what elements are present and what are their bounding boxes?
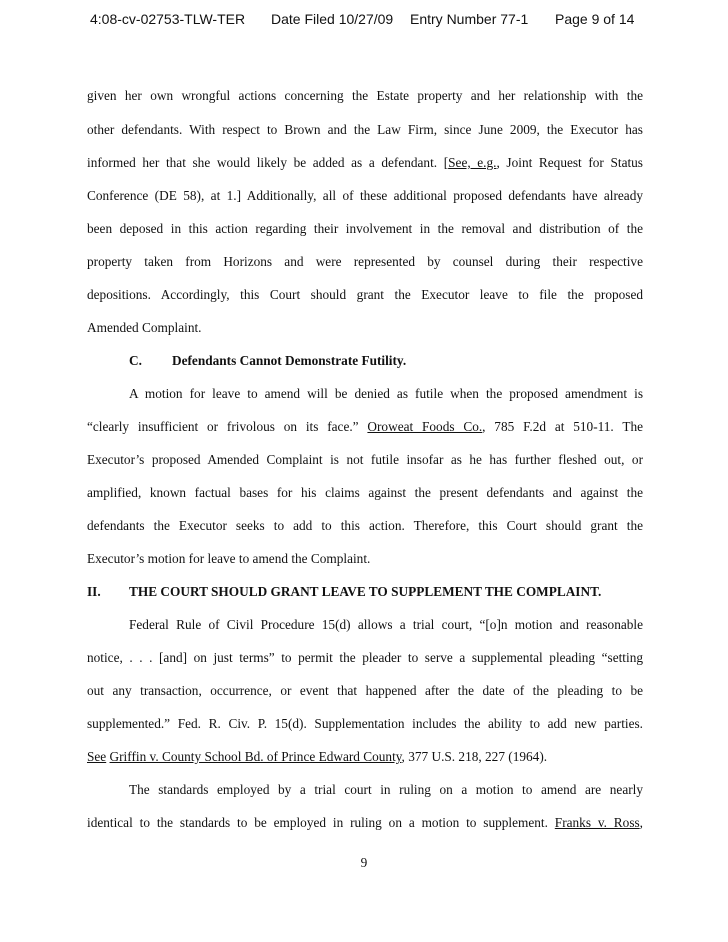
text-line: [87, 153, 643, 173]
text-line: depositions. Accordingly, this Court should grant the Executor leave to file the proposed: [87, 287, 643, 302]
date-filed: Date Filed 10/27/09: [271, 11, 394, 27]
text-line: Executor’s motion for leave to amend the Complaint.: [87, 551, 371, 566]
text-segment: identical to the standards to be employed in ruling on a motion to supplement.: [87, 815, 555, 830]
text-line: out any transaction, occurrence, or event that happened after the date of the pleading to be: [87, 683, 643, 698]
text-line: been deposed in this action regarding their involvement in the removal and distribution of the: [87, 221, 643, 236]
text-line: Conference (DE 58), at 1.] Additionally, all of these additional proposed defendants have already: [87, 188, 643, 203]
text-line: [87, 813, 643, 833]
case-citation: Griffin v. County School Bd. of Prince Edward County: [109, 749, 402, 764]
text-line: defendants the Executor seeks to add to this action. Therefore, this Court should grant the: [87, 518, 643, 533]
citation-signal: See, e.g.: [448, 155, 497, 170]
section-title: THE COURT SHOULD GRANT LEAVE TO SUPPLEMENT THE COMPLAINT.: [129, 584, 602, 599]
text-segment: ,: [639, 815, 643, 830]
text-line: notice, . . . [and] on just terms” to permit the pleader to serve a supplemental pleading “setting: [87, 650, 643, 665]
section-heading-ii: [87, 582, 643, 602]
entry-number: Entry Number 77-1: [410, 11, 529, 27]
section-title: Defendants Cannot Demonstrate Futility.: [172, 353, 407, 368]
page-number: 9: [360, 855, 368, 870]
section-heading-c: [87, 351, 643, 371]
text-line: Amended Complaint.: [87, 320, 202, 335]
case-number: 4:08-cv-02753-TLW-TER: [90, 11, 246, 27]
text-line: [87, 417, 643, 437]
text-segment: , 785 F.2d at 510-11. The: [482, 419, 643, 434]
text-line: property taken from Horizons and were represented by counsel during their respective: [87, 254, 643, 269]
section-label: C.: [129, 353, 142, 368]
text-segment: , Joint Request for Status: [496, 155, 643, 170]
case-citation: Franks v. Ross: [554, 815, 640, 830]
text-segment: “clearly insufficient or frivolous on its face.”: [87, 419, 368, 434]
page-of: Page 9 of 14: [555, 11, 635, 27]
text-line: [87, 747, 643, 767]
case-citation: Oroweat Foods Co.: [367, 419, 483, 434]
text-line: Federal Rule of Civil Procedure 15(d) allows a trial court, “[o]n motion and reasonable: [129, 617, 643, 632]
text-line: A motion for leave to amend will be denied as futile when the proposed amendment is: [129, 386, 643, 401]
text-line: amplified, known factual bases for his claims against the present defendants and against the: [87, 485, 643, 500]
text-segment: , 377 U.S. 218, 227 (1964).: [401, 749, 548, 764]
text-line: Executor’s proposed Amended Complaint is not futile insofar as he has further fleshed out, or: [87, 452, 643, 467]
text-segment: informed her that she would likely be added as a defendant. [: [87, 155, 449, 170]
section-label: II.: [87, 584, 101, 599]
text-line: supplemented.” Fed. R. Civ. P. 15(d). Supplementation includes the ability to add new parties.: [87, 716, 643, 731]
citation-signal: See: [87, 749, 107, 764]
text-line: given her own wrongful actions concerning the Estate property and her relationship with the: [87, 88, 643, 103]
text-line: The standards employed by a trial court in ruling on a motion to amend are nearly: [129, 782, 643, 797]
text-line: other defendants. With respect to Brown and the Law Firm, since June 2009, the Executor has: [87, 122, 643, 137]
